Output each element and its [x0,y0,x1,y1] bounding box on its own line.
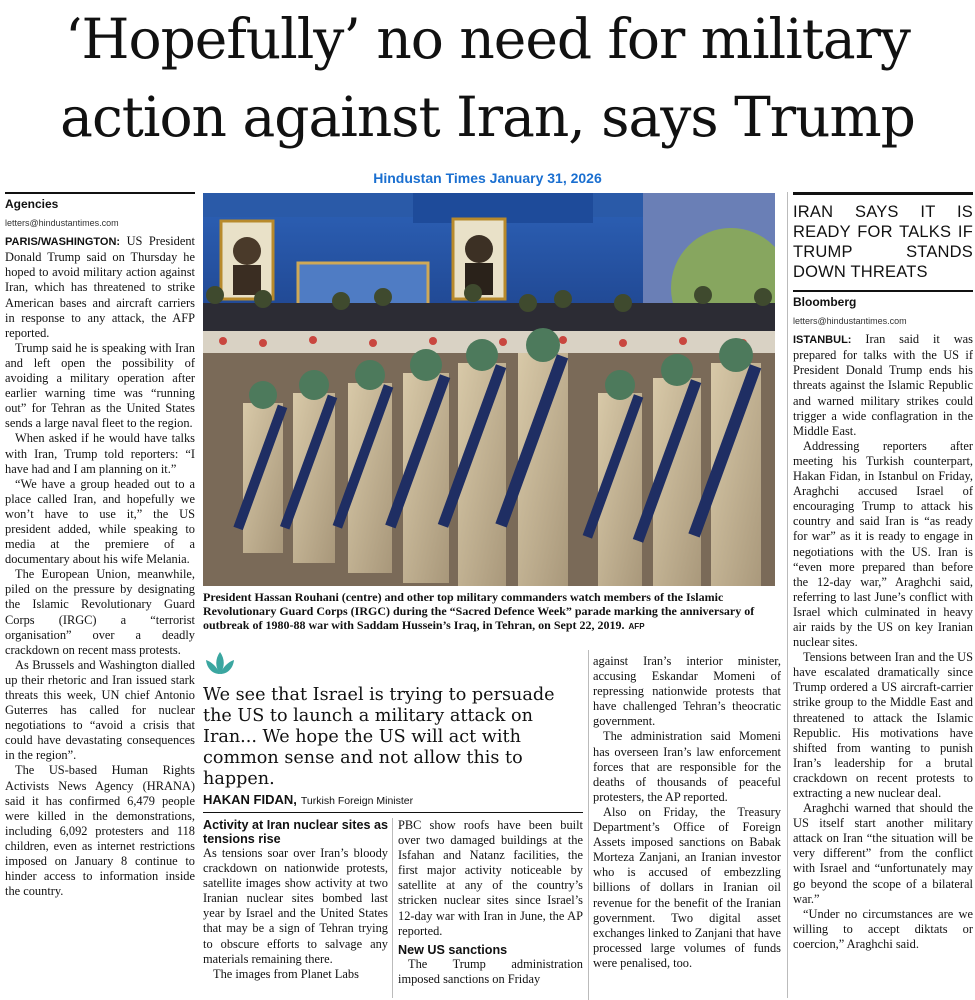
left-byline-email: letters@hindustantimes.com [5,218,119,229]
publication-dateline: Hindustan Times January 31, 2026 [373,170,602,186]
sanctions-paragraph-4: Also on Friday, the Treasury Department’s Office of Foreign Assets imposed sanctions on Babak Morteza Zanjani, an Iranian investor who is accused of embezzling billions of dollars in Iranian oil revenue for the benefit of the Iranian government. Two digital asset exchanges linked to Zanjani that have processed large volumes of funds were penalised, too. [593,804,781,970]
sanctions-continued-column [593,654,781,999]
left-paragraph-2: Trump said he is speaking with Iran and left open the possibility of avoiding a military operation after earlier warning time was “running out” for Tehran as the United States sends a large naval fleet to the region. [5,340,195,431]
right-headline: IRAN SAYS IT IS READY FOR TALKS IF TRUMP STANDS DOWN THREATS [793,192,973,282]
headline-line-2: action against Iran, says Trump [60,85,915,149]
photo-caption: President Hassan Rouhani (centre) and other top military commanders watch members of the Islamic Revolutionary Guard Corps (IRGC) during the “Sacred Defence Week” parade marking the anniversary of outbreak of 1980-88 war with Saddam Hussein’s Iraq, in Tehran, on Sept 22, 2019. AFP [203,590,755,632]
page-headline [0,0,975,165]
right-byline: Bloomberg [793,290,973,310]
quote-attribution-title: Turkish Foreign Minister [300,795,414,807]
parade-illustration [203,193,775,586]
sanctions-paragraph-2: against Iran’s interior minister, accusing Eskandar Momeni of repressing nationwide protests that have challenged Tehran’s theocratic government. [593,654,781,729]
parade-photo [203,193,775,586]
left-dateline: PARIS/WASHINGTON: [5,236,121,249]
nuclear-paragraph-1: As tensions soar over Iran’s bloody crackdown on nationwide protests, satellite images show activity at two Iranian nuclear sites bombed last year by Israel and the United States that may be a sign of Tehran trying to obscure efforts to salvage any materials remaining there. [203,846,388,966]
column-divider [787,192,788,998]
quote-divider [203,812,583,813]
sanctions-paragraph-1: The Trump administration imposed sanctions on Friday [398,956,583,986]
nuclear-paragraph-2: The images from Planet Labs [213,966,359,981]
left-paragraph-3: When asked if he would have talks with Iran, Trump told reporters: “I have had and I am planning on it.” [5,431,195,476]
left-paragraph-7: The US-based Human Rights Activists News Agency (HRANA) said it has confirmed 6,479 people were killed in the demonstrations, including 6,092 protesters and 118 children, even as internet restrictions imposed on January 8 continue to hinder access to information inside the country. [5,763,195,899]
right-dateline: ISTANBUL: [793,334,852,347]
left-paragraph-1: PARIS/WASHINGTON: US President Donald Trump said on Thursday he hoped to avoid military action against Iran, which has threatened to strike American bases and aircraft carriers in response to any attack, the AFP reported. [5,234,195,340]
column-divider [588,650,589,1000]
left-byline: Agencies [5,192,195,212]
quote-text: We see that Israel is trying to persuade the US to launch a military attack on Iran... We hope the US will act with common sense and not allow this to happen. [203,685,555,789]
sanctions-column [398,818,583,998]
right-paragraph-2: Addressing reporters after meeting his Turkish counterpart, Hakan Fidan, in Istanbul on Friday, Araghchi accused Israel of encouraging Trump to attack his country and said Iran is “as ready for war” as it is ready to engage in negotiations with the US. Iran is “even more prepared than before the 12-day war,” Araghchi said, referring to last June’s conflict with Israel which culminated in heavy air raids by the US on key Iranian nuclear sites. [793,438,973,650]
headline-line-1: ‘Hopefully’ no need for military [65,7,910,71]
left-paragraph-5: The European Union, meanwhile, piled on the pressure by designating the Islamic Revolutionary Guard Corps (IRGC) a “terrorist organisation” over a deadly crackdown on recent mass protests. [5,567,195,657]
subhead-nuclear-sites: Activity at Iran nuclear sites as tensions rise [203,818,388,846]
photo-credit: AFP [628,622,645,631]
quote-attribution: HAKAN FIDAN, Turkish Foreign Minister [203,792,414,807]
nuclear-paragraph-3: PBC show roofs have been built over two damaged buildings at the Isfahan and Natanz facilities, the first major activity noticeable by satellite at any of the country’s stricken nuclear sites since Israel’s 12-day war with Iran in June, the AP reported. [398,818,583,938]
right-byline-email: letters@hindustantimes.com [793,316,907,327]
right-paragraph-5: “Under no circumstances are we willing to accept diktats or coercion,” Araghchi said. [793,906,973,951]
left-paragraph-4: “We have a group headed out to a place called Iran, and hopefully we won’t have to use it,” the US president added, while speaking to media at the premiere of a documentary about his wife Melania. [5,476,195,567]
right-paragraph-1: ISTANBUL: Iran said it was prepared for talks with the US if President Donald Trump ends his threats against the Islamic Republic and warned military strikes could trigger a wide conflagration in the Middle East. [793,332,973,438]
left-paragraph-6: As Brussels and Washington dialled up their rhetoric and Iran issued stark threats this week, UN chief Antonio Guterres has called for nuclear negotiations to “avoid a crisis that could have devastating consequences in the region”. [5,657,195,763]
sanctions-paragraph-3: The administration said Momeni has overseen Iran’s law enforcement forces that are responsible for the deaths of thousands of peaceful protesters, the AP reported. [593,729,781,804]
right-paragraph-4: Araghchi warned that should the US itself start another military attack on Iran “the situation will be very different” from the conflict with Israel and “unfortunately may go beyond the scope of a bilateral war.” [793,801,973,906]
subhead-sanctions: New US sanctions [398,942,508,957]
nuclear-sites-column [203,818,388,998]
right-article-column [793,192,973,998]
lotus-icon [203,650,237,678]
right-paragraph-3: Tensions between Iran and the US have escalated dramatically since Trump ordered a US aircraft-carrier strike group to the Middle East and threatened to attack the Islamic Republic. His motivations have shifted from wanting to punish Iran’s leadership for a brutal crackdown on recent protests to extracting a new nuclear deal. [793,650,973,800]
column-divider [392,818,393,998]
left-article-column [5,192,195,997]
